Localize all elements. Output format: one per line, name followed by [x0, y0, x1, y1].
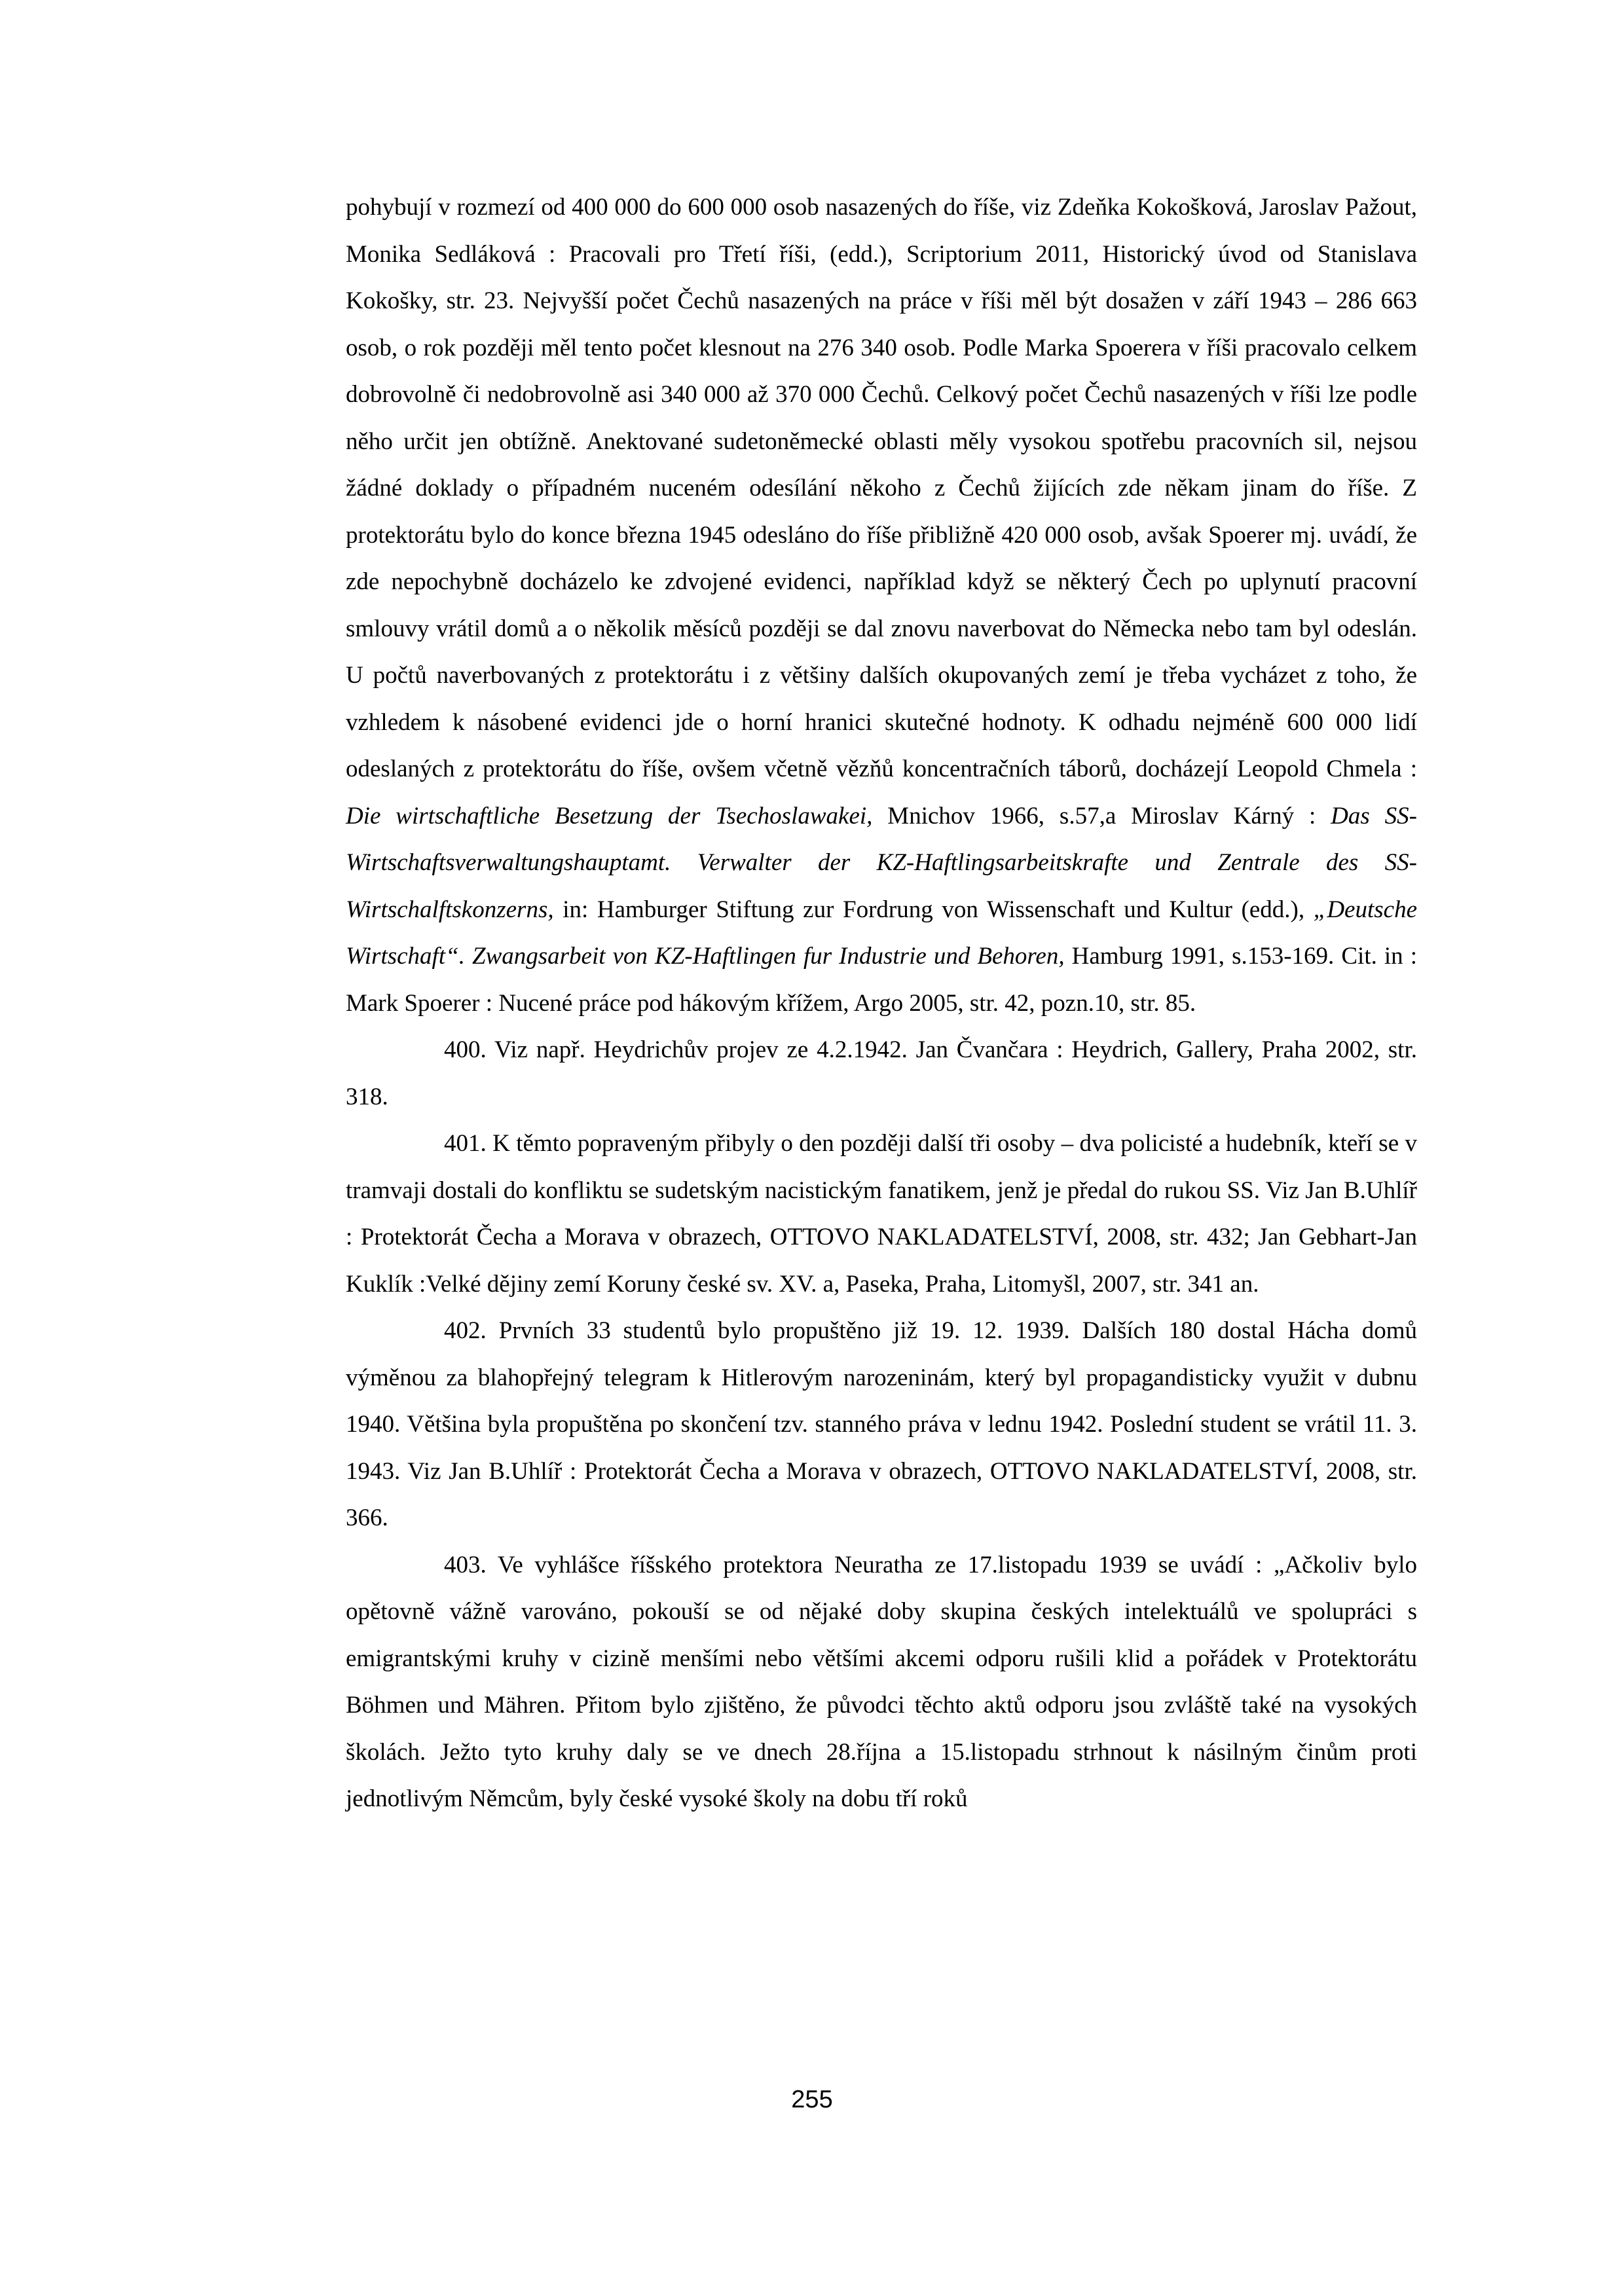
text-run: 403. Ve vyhlášce říšského protektora Neuratha ze 17.listopadu 1939 se uvádí : „Ačkoliv bylo opětovně vážně varováno, pokouší se od nějaké doby skupina českých intelektuálů ve spolupráci s emigrantskými kruhy v cizině menšími nebo většími akcemi odporu rušili klid a pořádek v Protektorátu Böhmen und Mähren. Přitom bylo zjištěno, že původci těchto aktů odporu jsou zvláště také na vysokých školách. Ježto tyto kruhy daly se ve dnech 28.října a 15.listopadu strhnout k násilným činům proti jednotlivým Němcům, byly české vysoké školy na dobu tří roků — [346, 1551, 1417, 1812]
page-number: 255 — [791, 2086, 833, 2113]
footnote-paragraph — [346, 1120, 1417, 1307]
italic-text: „Deutsche Wirtschaft“. Zwangsarbeit von KZ-Haftlingen fur Industrie und Behoren, — [346, 896, 1417, 970]
text-run: 400. Viz např. Heydrichův projev ze 4.2.1942. Jan Čvančara : Heydrich, Gallery, Praha 2002, str. 318. — [346, 1036, 1417, 1110]
text-run: Mnichov 1966, s.57,a Miroslav Kárný : — [872, 802, 1331, 829]
italic-text: Die wirtschaftliche Besetzung der Tsechoslawakei, — [346, 802, 873, 829]
footnote-paragraph — [346, 1307, 1417, 1542]
text-run: 402. Prvních 33 studentů bylo propuštěno již 19. 12. 1939. Dalších 180 dostal Hácha domů výměnou za blahopřejný telegram k Hitlerovým narozeninám, který byl propagandisticky využit v dubnu 1940. Většina byla propuštěna po skončení tzv. stanného práva v lednu 1942. Poslední student se vrátil 11. 3. 1943. Viz Jan B.Uhlíř : Protektorát Čecha a Morava v obrazech, OTTOVO NAKLADATELSTVÍ, 2008, str. 366. — [346, 1317, 1417, 1531]
footnote-paragraph — [346, 184, 1417, 1027]
text-run: in: Hamburger Stiftung zur Fordrung von Wissenschaft und Kultur (edd.), — [553, 896, 1314, 923]
footnote-paragraph — [346, 1542, 1417, 1823]
text-run: pohybují v rozmezí od 400 000 do 600 000 osob nasazených do říše, viz Zdeňka Kokošková, Jaroslav Pažout, Monika Sedláková : Pracovali pro Třetí říši, (edd.), Scriptorium 2011, Historický úvod od Stanislava Kokošky, str. 23. Nejvyšší počet Čechů nasazených na práce v říši měl být dosažen v září 1943 – 286 663 osob, o rok později měl tento počet klesnout na 276 340 osob. Podle Marka Spoerera v říši pracovalo celkem dobrovolně či nedobrovolně asi 340 000 až 370 000 Čechů. Celkový počet Čechů nasazených v říši lze podle něho určit jen obtížně. Anektované sudetoněmecké oblasti měly vysokou spotřebu pracovních sil, nejsou žádné doklady o případném nuceném odesílání někoho z Čechů žijících zde někam jinam do říše. Z protektorátu bylo do konce března 1945 odesláno do říše přibližně 420 000 osob, avšak Spoerer mj. uvádí, že zde nepochybně docházelo ke zdvojené evidenci, například když se některý Čech po uplynutí pracovní smlouvy vrátil domů a o několik měsíců později se dal znovu naverbovat do Německa nebo tam byl odeslán. U počtů naverbovaných z protektorátu i z většiny dalších okupovaných zemí je třeba vycházet z toho, že vzhledem k násobené evidenci jde o horní hranici skutečné hodnoty. K odhadu nejméně 600 000 lidí odeslaných z protektorátu do říše, ovšem včetně vězňů koncentračních táborů, docházejí Leopold Chmela : — [346, 194, 1417, 782]
italic-text: Das SS-Wirtschaftsverwaltungshauptamt. Verwalter der KZ-Haftlingsarbeitskrafte und Zentrale des SS-Wirtschalftskonzerns, — [346, 802, 1417, 923]
text-run: 401. K těmto popraveným přibyly o den později další tři osoby – dva policisté a hudebník, kteří se v tramvaji dostali do konfliktu se sudetským nacistickým fanatikem, jenž je předal do rukou SS. Viz Jan B.Uhlíř : Protektorát Čecha a Morava v obrazech, OTTOVO NAKLADATELSTVÍ, 2008, str. 432; Jan Gebhart-Jan Kuklík :Velké dějiny zemí Koruny české sv. XV. a, Paseka, Praha, Litomyšl, 2007, str. 341 an. — [346, 1130, 1417, 1298]
text-run: Hamburg 1991, s.153-169. Cit. in : Mark Spoerer : Nucené práce pod hákovým křížem, Argo 2005, str. 42, pozn.10, str. 85. — [346, 943, 1418, 1017]
footnote-paragraph — [346, 1027, 1417, 1120]
body-text — [346, 184, 1417, 1823]
